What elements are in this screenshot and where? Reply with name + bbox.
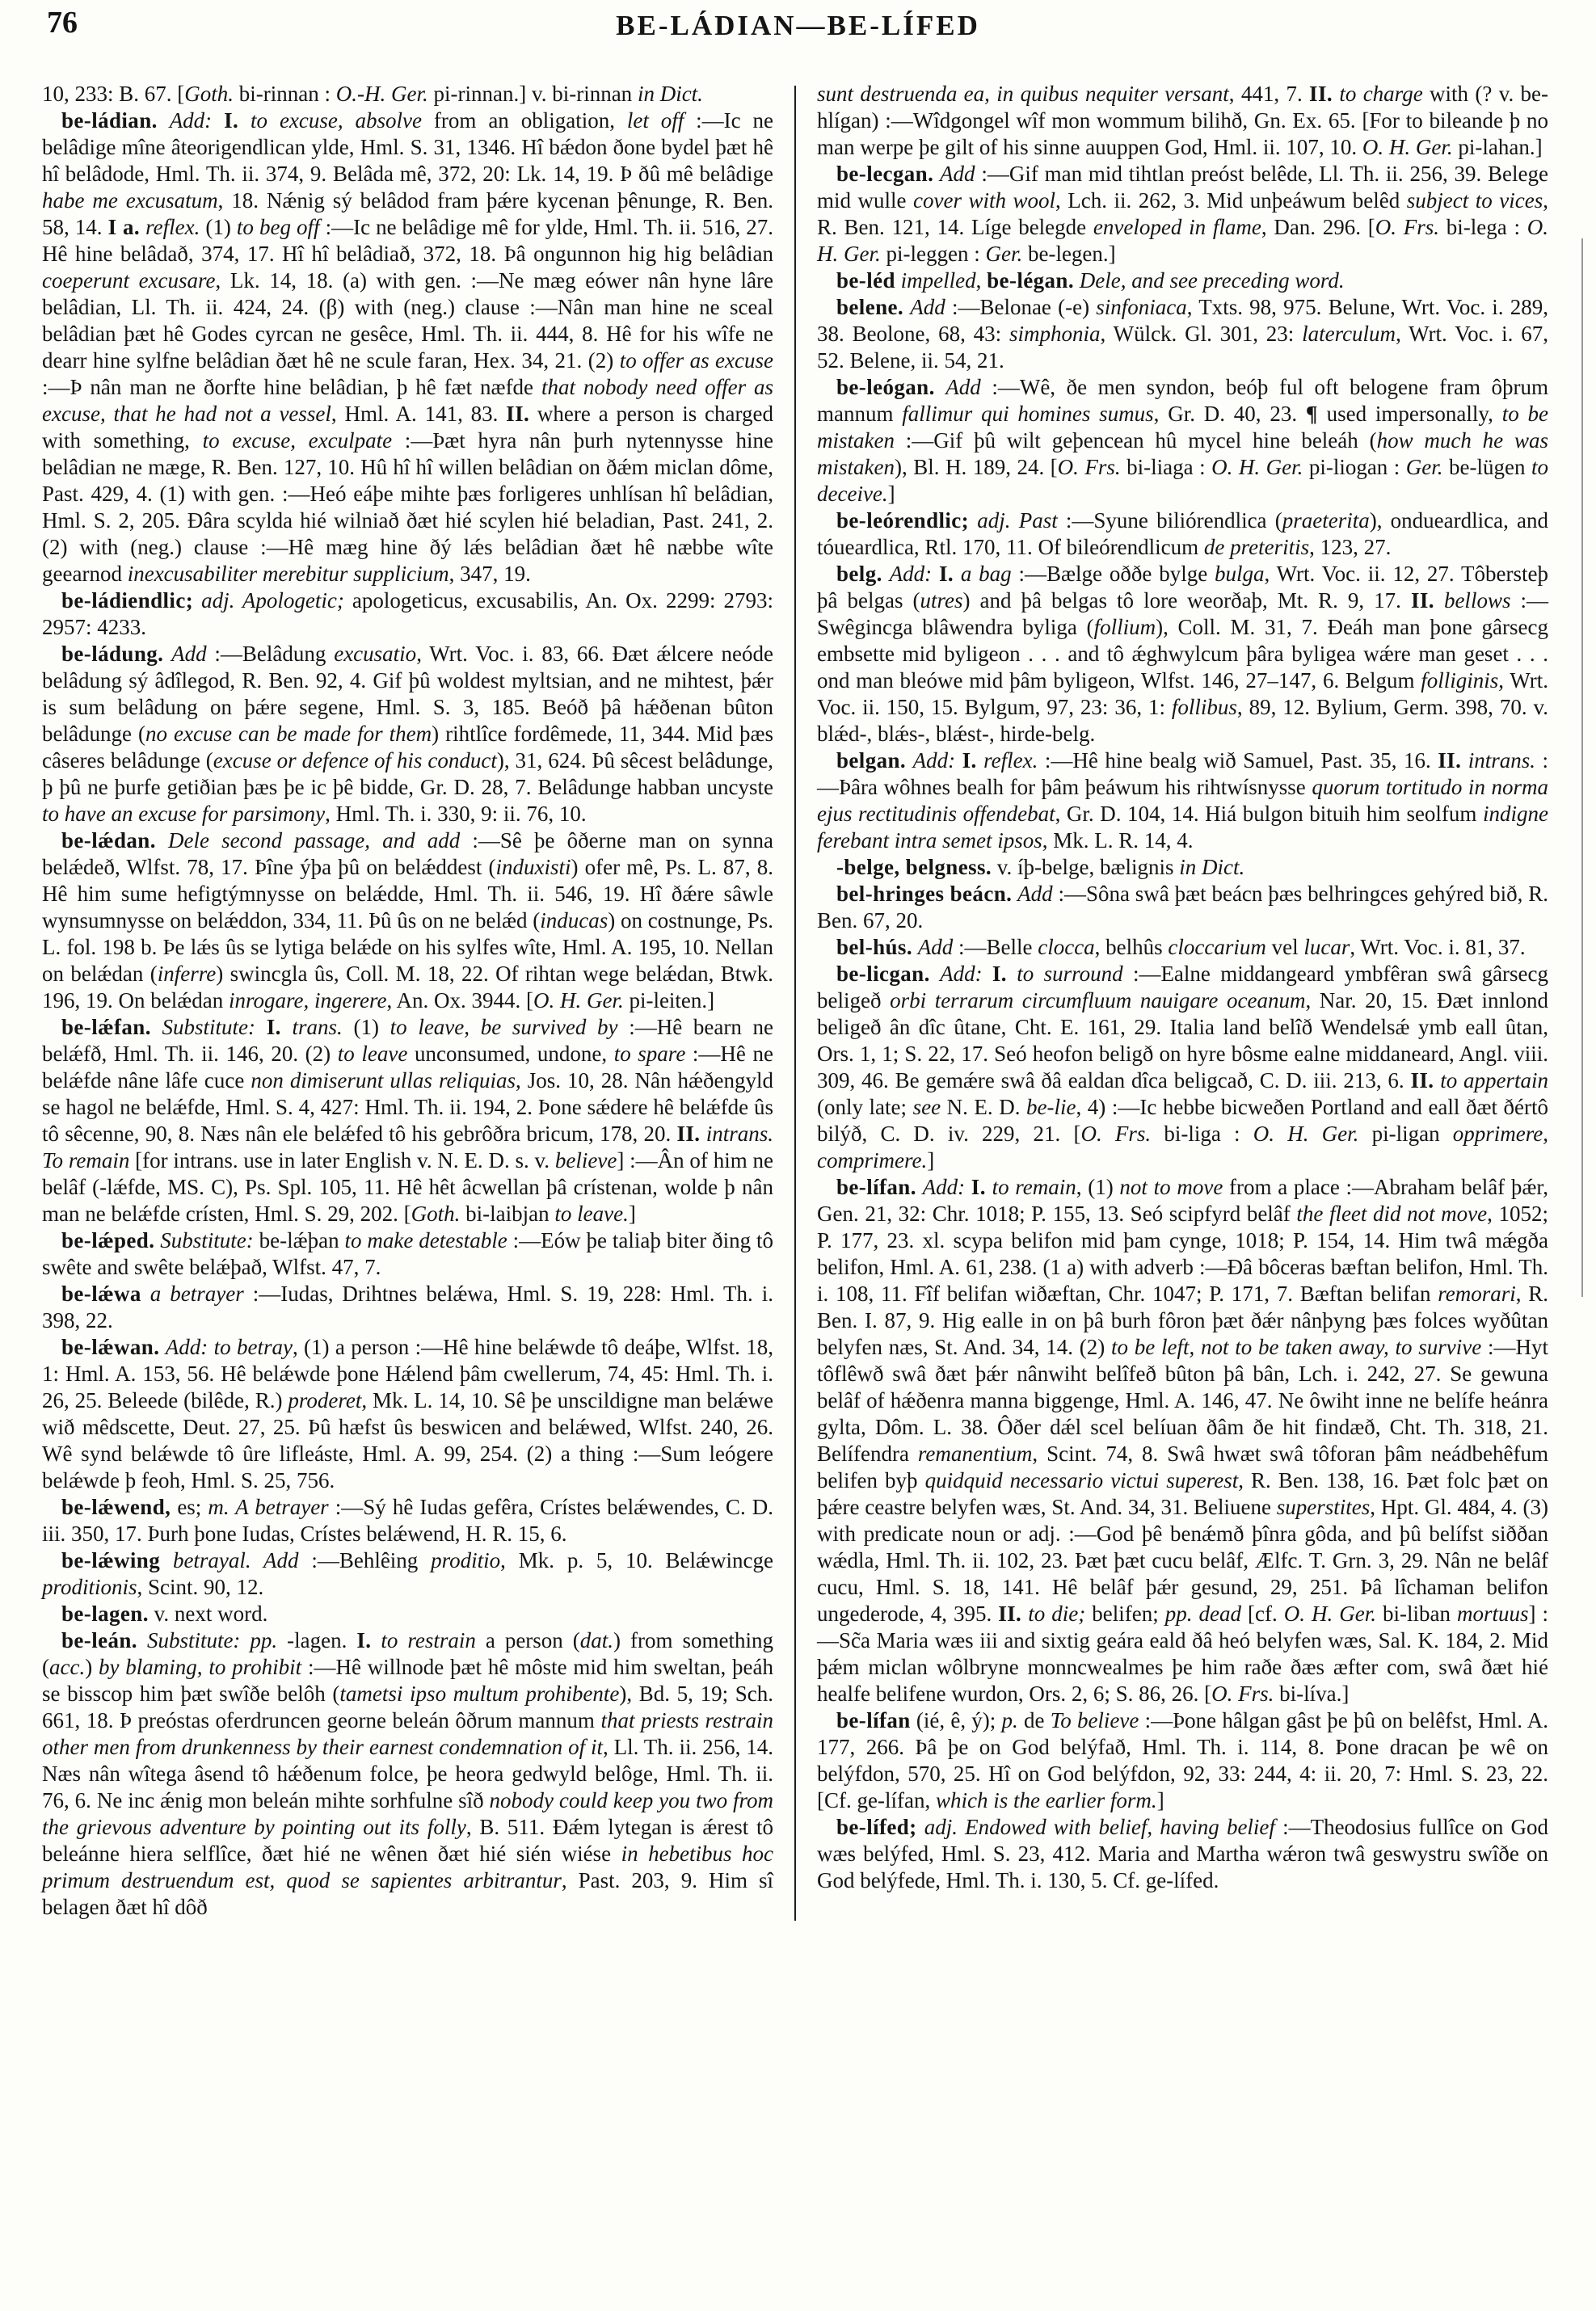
page-header bbox=[0, 0, 1596, 81]
dictionary-entry: bel-hús. Add :—Belle clocca, belhûs cloccarium vel lucar, Wrt. Voc. i. 81, 37. bbox=[836, 935, 1526, 959]
dictionary-entry: be-lecgan. Add :—Gif man mid tihtlan preóst belêde, Ll. Th. ii. 256, 39. Belege mid wulle cover with wool, Lch. ii. 262, 3. Mid unþeáwum belêd subject to vices, R. Ben. 121, 14. Líge belegde enveloped in flame, Dan. 296. [O. Frs. bi-lega : O. H. Ger. pi-leggen : Ger. be-legen.] bbox=[817, 162, 1549, 266]
column-left bbox=[42, 81, 773, 1921]
column-divider-rule bbox=[794, 86, 796, 1921]
page-number: 76 bbox=[47, 6, 78, 40]
dictionary-entry: be-lǽwan. Add: to betray, (1) a person :—Hê hine belǽwde tô deáþe, Wlfst. 18, 1: Hml. A. 153, 56. Hê belǽwde þone Hǽlend þâm cwellerum, 74, 45: Hml. Th. i. 26, 25. Beleede (bilêde, R.) proderet, Mk. L. 14, 10. Sê þe unscildigne man belǽwe wið mêdscette, Deut. 27, 25. Þû hæfst ûs beswicen and belǽwed, Wlfst. 240, 26. Wê synd belǽwde tô ûre lifleáste, Hml. A. 99, 254. (2) a thing :—Sum leógere belǽwde þ feoh, Hml. S. 25, 756. bbox=[42, 1335, 773, 1492]
dictionary-entry: be-ládiendlic; adj. Apologetic; apologeticus, excusabilis, An. Ox. 2299: 2793: 2957: 4233. bbox=[42, 588, 773, 639]
page-title: BE-LÁDIAN—BE-LÍFED bbox=[616, 10, 980, 41]
dictionary-entry: be-lǽwing betrayal. Add :—Behlêing proditio, Mk. p. 5, 10. Belǽwincge proditionis, Scint. 90, 12. bbox=[42, 1548, 774, 1599]
column-left-entries bbox=[42, 107, 773, 1921]
dictionary-entry: bel-hringes beácn. Add :—Sôna swâ þæt beácn þæs belhringces gehýred bið, R. Ben. 67, 20. bbox=[817, 882, 1549, 932]
dictionary-entry: be-lǽwend, es; m. A betrayer :—Sý hê Iudas gefêra, Crístes belǽwendes, C. D. iii. 350, 17. Þurh þone Iudas, Crístes belǽwend, H. R. 15, 6. bbox=[42, 1495, 773, 1546]
dictionary-entry: be-ládian. Add: I. to excuse, absolve from an obligation, let off :—Ic ne belâdige mîne âteorigendlican ylde, Hml. S. 31, 1346. Hî bǽdon ðone bydel þæt hê hî belâdode, Hml. Th. ii. 374, 9. Belâda mê, 372, 20: Lk. 14, 19. Þ ðû mê belâdige habe me excusatum, 18. Nǽnig sý belâdod fram þǽre kycenan þênunge, R. Ben. 58, 14. I a. reflex. (1) to beg off :—Ic ne belâdige mê for ylde, Hml. Th. ii. 516, 27. Hê hine belâdað, 374, 17. Hî hî belâdiað, 372, 18. Þâ ongunnon hig hig belâdian coeperunt excusare, Lk. 14, 18. (a) with gen. :—Ne mæg eówer nân hyne lâre belâdian, Ll. Th. ii. 424, 24. (β) with (neg.) clause :—Nân man hine ne sceal belâdian þæt hê Godes cyrcan ne gesêce, Hml. Th. ii. 444, 8. Hê for his wîfe ne dearr hine sylfne belâdian ðæt hê ne scule faran, Hex. 34, 21. (2) to offer as excuse :—Þ nân man ne ðorfte hine belâdian, þ hê fæt næfde that nobody need offer as excuse, that he had not a vessel, Hml. A. 141, 83. II. where a person is charged with something, to excuse, exculpate :—Þæt hyra nân þurh nytennysse hine belâdian ne mæge, R. Ben. 127, 10. Hû hî hî willen belâdian on ðǽm miclan dôme, Past. 429, 4. (1) with gen. :—Heó eáþe mihte þæs forligeres unhlísan hî belâdian, Hml. S. 2, 205. Ðâra scylda hié wilniað ðæt hié scylen hié beladian, Past. 241, 2. (2) with (neg.) clause :—Hê mæg hine ðý lǽs belâdian ðæt hê næbbe wîte geearnod inexcusabiliter merebitur supplicium, 347, 19. bbox=[42, 108, 774, 586]
dictionary-entry: be-léd impelled, be-légan. Dele, and see preceding word. bbox=[836, 268, 1345, 293]
dictionary-entry: be-leán. Substitute: pp. -lagen. I. to restrain a person (dat.) from something (acc.) by blaming, to prohibit :—Hê willnode þæt hê môste mid him sweltan, þeáh se bisscop him þæt swîðe belôh (tametsi ipso multum prohibente), Bd. 5, 19; Sch. 661, 18. Þ preóstas oferdruncen georne beleán ôðrum mannum that priests restrain other men from drunkenness by their earnest condemnation of it, Ll. Th. ii. 256, 14. Næs nân wîtega âsend tô hǽðenum folce, þe heora gedwyld belôge, Hml. Th. ii. 76, 6. Ne inc ǽnig mon beleán mihte sorhfulne sîð nobody could keep you two from the grievous adventure by pointing out its folly, B. 511. Ðǽm lytegan is ǽrest tô beleánne hiera selflîce, ðæt hié ne wênen ðæt hié sién wiése in hebetibus hoc primum destruendum est, quod se sapientes arbitrantur, Past. 203, 9. Him sî belagen ðæt hî dôð bbox=[42, 1628, 774, 1919]
dictionary-entry: belg. Add: I. a bag :—Bælge oððe bylge bulga, Wrt. Voc. ii. 12, 27. Tôbersteþ þâ belgas (utres) and þâ belgas tô lore weorðaþ, Mt. R. 9, 17. II. bellows :—Swêgincga blâwendra byliga (follium), Coll. M. 31, 7. Ðeáh man þone gârsecg embsette mid byligeon . . . and tô ǽghwylcum þâra byligea wǽre man geset . . . ond man bleówe mid þâm byligeon, Wlfst. 146, 27–147, 6. Belgum folliginis, Wrt. Voc. ii. 150, 15. Bylgum, 97, 23: 36, 1: follibus, 89, 12. Bylium, Germ. 398, 70. v. blǽd-, blǽs-, blǽst-, hirde-belg. bbox=[817, 562, 1548, 746]
dictionary-entry: be-lífed; adj. Endowed with belief, having belief :—Theodosius fullîce on God wæs belýfed, Hml. S. 23, 412. Maria and Martha wǽron twâ geswystru swîðe on God belýfede, Hml. Th. i. 130, 5. Cf. ge-lífed. bbox=[817, 1815, 1548, 1892]
dictionary-entry-continuation: 10, 233: B. 67. [Goth. bi-rinnan : O.-H. Ger. pi-rinnan.] v. bi-rinnan in Dict. bbox=[42, 82, 703, 106]
dictionary-entry: be-leógan. Add :—Wê, ðe men syndon, beóþ ful oft belogene fram ôþrum mannum fallimur qui homines sumus, Gr. D. 40, 23. ¶ used impersonally, to be mistaken :—Gif þû wilt geþencean hû mycel hine beleáh (how much he was mistaken), Bl. H. 189, 24. [O. Frs. bi-liaga : O. H. Ger. pi-liogan : Ger. be-lügen to deceive.] bbox=[817, 375, 1548, 506]
dictionary-entry: be-lífan (ié, ê, ý); p. de To believe :—Þone hâlgan gâst þe þû on belêfst, Hml. A. 177, 266. Þâ þe on God belýfað, Hml. Th. i. 114, 8. Þone dracan þe wê on belýfdon, 570, 25. Hî on God belýfdon, 92, 33: 244, 4: ii. 20, 7: Hml. S. 23, 22. [Cf. ge-lífan, which is the earlier form.] bbox=[817, 1708, 1549, 1812]
dictionary-entry: be-lǽwa a betrayer :—Iudas, Drihtnes belǽwa, Hml. S. 19, 228: Hml. Th. i. 398, 22. bbox=[42, 1282, 773, 1332]
dictionary-entry: be-ládung. Add :—Belâdung excusatio, Wrt. Voc. i. 83, 66. Ðæt ǽlcere neóde belâdung sý âdîlegod, R. Ben. 92, 4. Gif þû woldest myltsian, and ne mihtest, þǽr is sum belâdung on þǽre segene, Hml. S. 3, 185. Beóð þâ hǽðenan bûton belâdunge (no excuse can be made for them) rihtlîce fordêmede, 11, 344. Mid þæs câseres belâdunge (excuse or defence of his conduct), 31, 624. Þû sêcest belâdunge, þ þû ne þurfe getiðian þæs þe ic þê bidde, Gr. D. 28, 7. Belâdunge habban uncyste to have an excuse for parsimony, Hml. Th. i. 330, 9: ii. 76, 10. bbox=[42, 642, 774, 826]
dictionary-entry: belgan. Add: I. reflex. :—Hê hine bealg wið Samuel, Past. 35, 16. II. intrans. :—Þâra wôhnes bealh for þâm þeáwum his rihtwísnysse quorum tortitudo in norma ejus rectitudinis offendebat, Gr. D. 104, 14. Hiá bulgon bituih him seolfum indigne ferebant intra semet ipsos, Mk. L. R. 14, 4. bbox=[817, 748, 1548, 852]
dictionary-entry: be-lagen. v. next word. bbox=[61, 1602, 268, 1626]
dictionary-entry: be-lífan. Add: I. to remain, (1) not to move from a place :—Abraham belâf þǽr, Gen. 21, 32: Chr. 1018; P. 155, 13. Seó scipfyrd belâf the fleet did not move, 1052; P. 177, 23. xl. scypa belifon mid þam cynge, 1018; P. 154, 14. Him twâ mǽgða belifon, Hml. A. 61, 238. (1 a) with adverb :—Ðâ bôceras bæftan belifon, Hml. Th. i. 108, 11. Fîf belifan wiðæftan, Chr. 1047; P. 171, 7. Bæftan belifan remorari, R. Ben. I. 87, 9. Hig ealle in on þâ burh fôron þæt ðǽr nânþyng þæs folces wyðûtan belyfen næs, St. And. 34, 14. (2) to be left, not to be taken away, to survive :—Hyt tôflêwð swâ ðæt þǽr nânwiht belîfeð bûton þâ bân, Lch. i. 242, 27. Se gewuna belâf of hǽðenra manna biggenge, Hml. A. 146, 47. Ne ôwiht inne ne belífe heánra gylta, Dôm. L. 38. Ôðer dǽl scel belíuan ðâm ðe hit findæð, Cht. Th. 318, 21. Belífendra remanentium, Scint. 74, 8. Swâ hwæt swâ tôforan þâm neádbehêfum belifen byþ quidquid necessario victui superest, R. Ben. 138, 16. Þæt folc þæt on þǽre ceastre belyfen wæs, St. And. 34, 31. Beliuene superstites, Hpt. Gl. 484, 4. (3) with predicate noun or adj. :—God þê benǽmð þînra gôda, and þû belífst siððan wǽdla, Hml. Th. ii. 102, 23. Þæt þæt cucu belâf, Ælfc. T. Grn. 3, 29. Nân ne belâf cucu, Hml. S. 18, 141. Hê belâf þǽr gesund, 29, 251. Þâ lîchaman belifon ungederode, 4, 395. II. to die; belifen; pp. dead [cf. O. H. Ger. bi-liban mortuus] :—Sc̃a Maria wæs iii and sixtig geára eald ðâ heó belyfen wæs, Sal. K. 184, 2. Mid þǽm miclan wôlbryne monncwealmes þe him raðe ðæs æfter com, swâ ðæt hié healfe belifene wurdon, Ors. 2, 6; S. 86, 26. [O. Frs. bi-líva.] bbox=[817, 1175, 1549, 1706]
dictionary-entry: be-leórendlic; adj. Past :—Syune biliórendlica (praeterita), ondueardlica, and tóueardlica, Rtl. 170, 11. Of bileórendlicum de preteritis, 123, 27. bbox=[817, 508, 1548, 559]
dictionary-entry: be-lǽdan. Dele second passage, and add :—Sê þe ôðerne man on synna belǽdeð, Wlfst. 78, 17. Þîne ýþa þû on belǽddest (induxisti) ofer mê, Ps. L. 87, 8. Hê him sume hefigtýmnysse on belǽdde, Hml. Th. ii. 546, 19. Hî ðǽre sâwle wynsumnysse on belǽddon, 334, 11. Þû ûs on ne belǽd (inducas) on costnunge, Ps. L. fol. 198 b. Þe lǽs ûs se lytiga belǽde on his sylfes wîte, Hml. A. 195, 10. Nellan on belǽdan (inferre) swincgla ûs, Coll. M. 18, 22. Of rihtan wege belǽdan, Btwk. 196, 19. On belǽdan inrogare, ingerere, An. Ox. 3944. [O. H. Ger. pi-leiten.] bbox=[42, 828, 774, 1012]
dictionary-entry: be-licgan. Add: I. to surround :—Ealne middangeard ymbfêran swâ gârsecg beligeð orbi terrarum circumfluum nauigare oceanum, Nar. 20, 15. Ðæt innlond beligeð ân dîc ûtane, Cht. E. 161, 29. Italia land belîð Wendelsǽ ymb eall ûtan, Ors. 1, 1; S. 22, 17. Seó heofon beligð on hyre bôsme ealne middaneard, Angl. viii. 309, 46. Be gemǽre swâ ðâ ealdan dîca beligcað, C. D. iii. 213, 6. II. to appertain (only late; see N. E. D. be-lie, 4) :—Ic hebbe bicweðen Portland and eall ðæt ðértô bilýð, C. D. iv. 229, 21. [O. Frs. bi-liga : O. H. Ger. pi-ligan opprimere, comprimere.] bbox=[817, 962, 1549, 1172]
column-right-entries bbox=[817, 161, 1548, 1894]
dictionary-entry: -belge, belgness. v. íþ-belge, bælignis in Dict. bbox=[836, 855, 1245, 879]
column-right bbox=[817, 81, 1548, 1921]
scan-edge-artifact bbox=[1581, 238, 1583, 1297]
dictionary-entry: be-lǽfan. Substitute: I. trans. (1) to leave, be survived by :—Hê bearn ne belǽfð, Hml. Th. ii. 146, 20. (2) to leave unconsumed, undone, to spare :—Hê ne belǽfde nâne lâfe cuce non dimiserunt ullas reliquias, Jos. 10, 28. Nân hǽðengyld se hagol ne belǽfde, Hml. S. 4, 427: Hml. Th. ii. 194, 2. Þone sǽdere hê belǽfde ûs tô sêcenne, 90, 8. Næs nân ele belǽfed tô his gebrôðra bricum, 178, 20. II. intrans. To remain [for intrans. use in later English v. N. E. D. s. v. believe] :—Ân of him ne belâf (-lǽfde, MS. C), Ps. Spl. 105, 11. Hê hêt âcwellan þâ crístenan, wolde þ nân man ne belǽfde crísten, Hml. S. 29, 202. [Goth. bi-laibjan to leave.] bbox=[42, 1015, 774, 1226]
dictionary-entry: belene. Add :—Belonae (-e) sinfoniaca, Txts. 98, 975. Belune, Wrt. Voc. i. 289, 38. Beolone, 68, 43: simphonia, Wülck. Gl. 301, 23: laterculum, Wrt. Voc. i. 67, 52. Belene, ii. 54, 21. bbox=[817, 295, 1549, 373]
dictionary-entry-continuation: sunt destruenda ea, in quibus nequiter versant, 441, 7. II. to charge with (? v. be-hlígan) :—Wîdgongel wîf mon wommum bilihð, Gn. Ex. 65. [For to bileande þ no man werpe þe gilt of his sinne auuppen God, Hml. ii. 107, 10. O. H. Ger. pi-lahan.] bbox=[817, 82, 1549, 159]
text-columns bbox=[0, 81, 1596, 1921]
dictionary-entry: be-lǽped. Substitute: be-lǽþan to make detestable :—Eów þe taliaþ biter ðing tô swête and swête belǽþað, Wlfst. 47, 7. bbox=[42, 1228, 773, 1279]
